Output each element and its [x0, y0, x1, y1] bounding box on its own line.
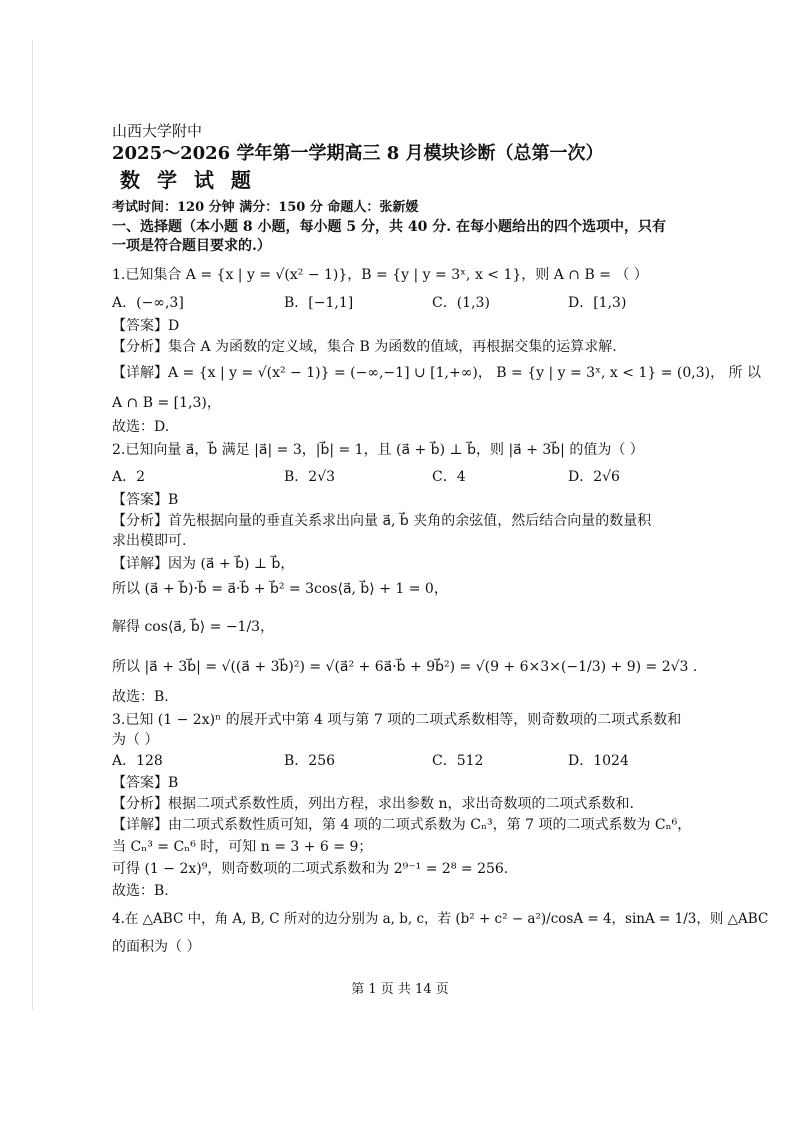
q1-option-d: D．[1,3) — [568, 295, 627, 311]
q1-option-c: C．(1,3) — [432, 295, 490, 311]
q1-answer: 【答案】D — [112, 318, 180, 334]
q3-conclusion: 故选：B. — [112, 883, 169, 899]
q3-detail-line2: 当 Cₙ³ = Cₙ⁶ 时，可知 n = 3 + 6 = 9； — [112, 839, 373, 855]
q1-option-b: B．[−1,1] — [284, 295, 354, 311]
q2-detail-line4: 所以 |a⃗ + 3b⃗| = √((a⃗ + 3b⃗)²) = √(a⃗² + 6a⃗·b⃗ + 9b⃗²) = √(9 + 6×3×(−1/3) + 9) = 2√3 . — [112, 659, 698, 675]
q2-conclusion: 故选：B. — [112, 689, 169, 705]
q3-option-d: D．1024 — [568, 753, 629, 769]
q4-stem-line2: 的面积为（ ） — [112, 939, 201, 955]
q2-detail-line1: 【详解】因为 (a⃗ + b⃗) ⊥ b⃗， — [112, 556, 295, 572]
q2-answer: 【答案】B — [112, 492, 179, 508]
q2-detail-line3: 解得 cos⟨a⃗, b⃗⟩ = −1/3， — [112, 619, 275, 635]
q2-option-b: B．2√3 — [284, 469, 336, 485]
q3-answer: 【答案】B — [112, 775, 179, 791]
q1-detail-line2: A ∩ B = [1,3)， — [112, 395, 221, 411]
q1-stem: 1.已知集合 A = {x | y = √(x² − 1)}，B = {y | y = 3ˣ, x < 1}，则 A ∩ B = （ ） — [112, 267, 648, 283]
q3-stem-line2: 为（ ） — [112, 732, 159, 748]
section-intro-line1: 一、选择题（本小题 8 小题，每小题 5 分，共 40 分. 在每小题给出的四个选项中，只有 — [112, 219, 666, 235]
q2-option-d: D．2√6 — [568, 469, 620, 485]
q4-stem-line1: 4.在 △ABC 中，角 A, B, C 所对的边分别为 a, b, c，若 (b² + c² − a²)/cosA = 4，sinA = 1/3，则 △ABC — [112, 911, 769, 927]
q3-option-a: A．128 — [112, 753, 163, 769]
exam-info: 考试时间：120 分钟 满分：150 分 命题人：张新媛 — [112, 200, 419, 215]
subject-title: 数 学 试 题 — [120, 168, 256, 192]
q1-detail-line1: 【详解】A = {x | y = √(x² − 1)} = (−∞,−1] ∪ [1,+∞)， B = {y | y = 3ˣ, x < 1} = (0,3)， 所 以 — [112, 365, 761, 381]
q2-option-a: A．2 — [112, 469, 146, 485]
q3-option-b: B．256 — [284, 753, 336, 769]
q3-detail-line1: 【详解】由二项式系数性质可知，第 4 项的二项式系数为 Cₙ³，第 7 项的二项式系数为 Cₙ⁶， — [112, 817, 692, 833]
q2-stem: 2.已知向量 a⃗，b⃗ 满足 |a⃗| = 3，|b⃗| = 1，且 (a⃗ + b⃗) ⊥ b⃗，则 |a⃗ + 3b⃗| 的值为（ ） — [112, 442, 644, 458]
page-edge-line — [32, 40, 33, 1010]
q1-analysis: 【分析】集合 A 为函数的定义域，集合 B 为函数的值域，再根据交集的运算求解. — [112, 339, 617, 355]
q2-option-c: C．4 — [432, 469, 466, 485]
q1-option-a: A．(−∞,3] — [112, 295, 184, 311]
page-footer: 第 1 页 共 14 页 — [351, 982, 449, 997]
q3-option-c: C．512 — [432, 753, 484, 769]
exam-title: 2025～2026 学年第一学期高三 8 月模块诊断（总第一次） — [112, 143, 604, 164]
q3-analysis: 【分析】根据二项式系数性质，列出方程，求出参数 n，求出奇数项的二项式系数和. — [112, 796, 634, 812]
q3-stem-line1: 3.已知 (1 − 2x)ⁿ 的展开式中第 4 项与第 7 项的二项式系数相等，则奇数项的二项式系数和 — [112, 712, 682, 728]
school-name: 山西大学附中 — [112, 122, 203, 140]
q2-analysis-line2: 求出模即可. — [112, 533, 187, 549]
q1-conclusion: 故选：D. — [112, 419, 170, 435]
q2-detail-line2: 所以 (a⃗ + b⃗)·b⃗ = a⃗·b⃗ + b⃗² = 3cos⟨a⃗, b⃗⟩ + 1 = 0， — [112, 581, 448, 597]
q2-analysis-line1: 【分析】首先根据向量的垂直关系求出向量 a⃗, b⃗ 夹角的余弦值，然后结合向量的数量积 — [112, 513, 652, 529]
q3-detail-line3: 可得 (1 − 2x)⁹，则奇数项的二项式系数和为 2⁹⁻¹ = 2⁸ = 256. — [112, 861, 509, 877]
section-intro-line2: 一项是符合题目要求的.） — [112, 238, 271, 254]
